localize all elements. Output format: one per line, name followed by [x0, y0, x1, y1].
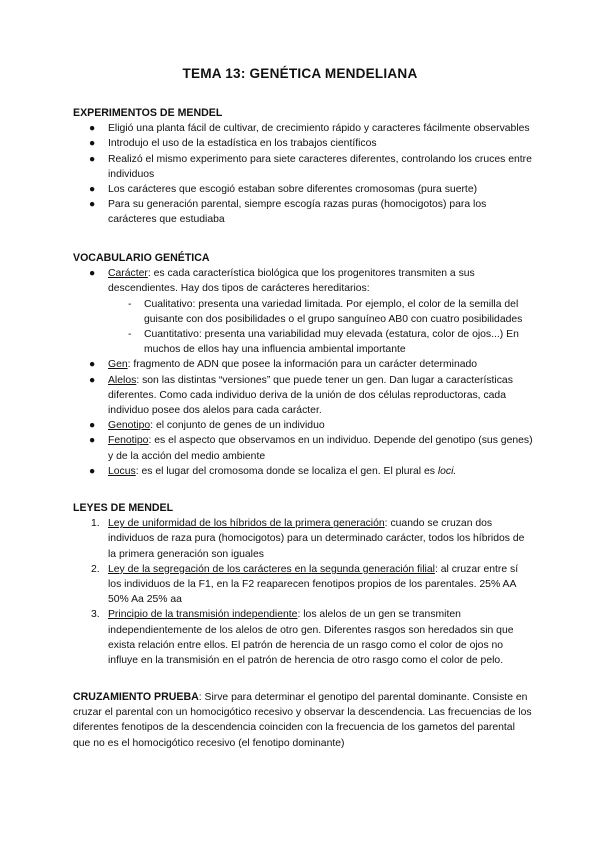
list-item-fenotipo: ● Fenotipo: es el aspecto que observamos en un individuo. Depende del genotipo (sus genes) y de la acción del medio ambiente: [89, 435, 533, 462]
ley-3-title: Principio de la transmisión independiente: [108, 609, 298, 621]
ley-2-title: Ley de la segregación de los carácteres en la segunda generación filial: [108, 563, 435, 575]
experimentos-list: [73, 121, 533, 227]
list-item: ● Los carácteres que escogió estaban sobre diferentes cromosomas (pura suerte): [73, 182, 533, 197]
section-heading-leyes: LEYES DE MENDEL: [73, 502, 174, 514]
leyes-list: [73, 516, 533, 668]
sub-list-item: - Cualitativo: presenta una variedad limitada. Por ejemplo, el color de la semilla del guisante con dos posibilidades o el grupo sanguíneo AB0 con cuatro posibilidades: [128, 298, 523, 325]
term-locus: Locus: [108, 465, 136, 477]
caracter-sublist: [73, 297, 533, 358]
bullet-icon: ●: [89, 374, 96, 386]
term-alelos: Alelos: [108, 374, 137, 386]
section-vocabulario: [73, 251, 533, 479]
section-heading-experimentos: EXPERIMENTOS DE MENDEL: [73, 107, 223, 119]
bullet-icon: ●: [89, 435, 96, 447]
list-item-locus: ● Locus: es el lugar del cromosoma donde se localiza el gen. El plural es loci.: [73, 464, 533, 479]
list-item-ley-1: 1. Ley de uniformidad de los híbridos de la primera generación: cuando se cruzan dos individuos de raza pura (homocigotos) para un determinado carácter, todos los híbridos de la primera generación son iguales: [91, 518, 525, 560]
term-genotipo: Genotipo: [108, 420, 151, 432]
list-item-genotipo: ● Genotipo: el conjunto de genes de un individuo: [73, 418, 533, 433]
cruzamiento-paragraph: CRUZAMIENTO PRUEBA: Sirve para determinar el genotipo del parental dominante. Consiste en cruzar el parental con un homocigótico recesivo y observar la descendencia. Las frecuencias de los diferentes fenotipos de la descendencia coinciden con la frecuencia de los gametos del parental que no es el homocigótico recesivo (el fenotipo dominante): [73, 691, 532, 749]
bullet-icon: ●: [89, 138, 96, 150]
list-item-ley-3: 3. Principio de la transmisión independiente: los alelos de un gen se transmiten independientemente de los alelos de otro gen. Diferentes rasgos son heredados sin que exista relación entre ellos. El patrón de herencia de un rasgo como el color de ojos no influye en la transmisión en el patrón de herencia de otro rasgo como el color de pelo.: [91, 609, 514, 667]
list-item: ● Para su generación parental, siempre escogía razas puras (homocigotos) para los carácteres que estudiaba: [89, 199, 487, 226]
cruzamiento-term: CRUZAMIENTO PRUEBA: [73, 691, 199, 703]
term-fenotipo: Fenotipo: [108, 435, 149, 447]
list-item: ● Introdujo el uso de la estadística en los trabajos científicos: [73, 136, 533, 151]
section-heading-vocabulario: VOCABULARIO GENÉTICA: [73, 252, 210, 264]
bullet-icon: ●: [89, 420, 96, 432]
list-item-alelos: ● Alelos: son las distintas “versiones” que puede tener un gen. Dan lugar a características diferentes. Como cada individuo deriva de la unión de dos células reproductoras, cada individuo posee dos alelos para cada carácter.: [89, 374, 513, 417]
term-loci: loci.: [437, 465, 457, 477]
section-leyes: [73, 501, 533, 668]
bullet-icon: ●: [89, 465, 96, 477]
caracter-sublist-wrapper: [73, 297, 533, 358]
bullet-icon: ●: [89, 184, 96, 196]
bullet-icon: ●: [89, 199, 96, 211]
ley-1-title: Ley de uniformidad de los híbridos de la primera generación: [108, 518, 385, 530]
bullet-icon: ●: [89, 359, 96, 371]
sub-list-item: - Cuantitativo: presenta una variabilidad muy elevada (estatura, color de ojos...) En muchos de ellos hay una influencia ambiental importante: [128, 329, 519, 356]
bullet-icon: ●: [89, 123, 96, 135]
bullet-icon: ●: [89, 268, 96, 280]
page-title: TEMA 13: GENÉTICA MENDELIANA: [182, 66, 418, 81]
list-item-caracter: ● Carácter: es cada característica biológica que los progenitores transmiten a sus descendientes. Hay dos tipos de carácteres hereditarios:: [89, 268, 475, 295]
dash-icon: -: [128, 329, 132, 341]
bullet-icon: ●: [89, 153, 96, 165]
list-item: ● Realizó el mismo experimento para siete caracteres diferentes, controlando los cruces entre individuos: [89, 153, 532, 180]
dash-icon: -: [128, 298, 132, 310]
section-experimentos: [73, 106, 533, 228]
term-gen: Gen: [108, 359, 128, 371]
list-item: ● Eligió una planta fácil de cultivar, de crecimiento rápido y caracteres fácilmente observables: [73, 121, 533, 136]
vocabulario-list: [73, 266, 533, 479]
list-item-gen: ● Gen: fragmento de ADN que posee la información para un carácter determinado: [73, 357, 533, 372]
term-caracter: Carácter: [108, 268, 148, 280]
list-item-ley-2: 2. Ley de la segregación de los carácteres en la segunda generación filial: al cruzar entre sí los individuos de la F1, en la F2 reaparecen fenotipos propios de los parentales. 25% AA 50% Aa 25% aa: [91, 563, 519, 606]
